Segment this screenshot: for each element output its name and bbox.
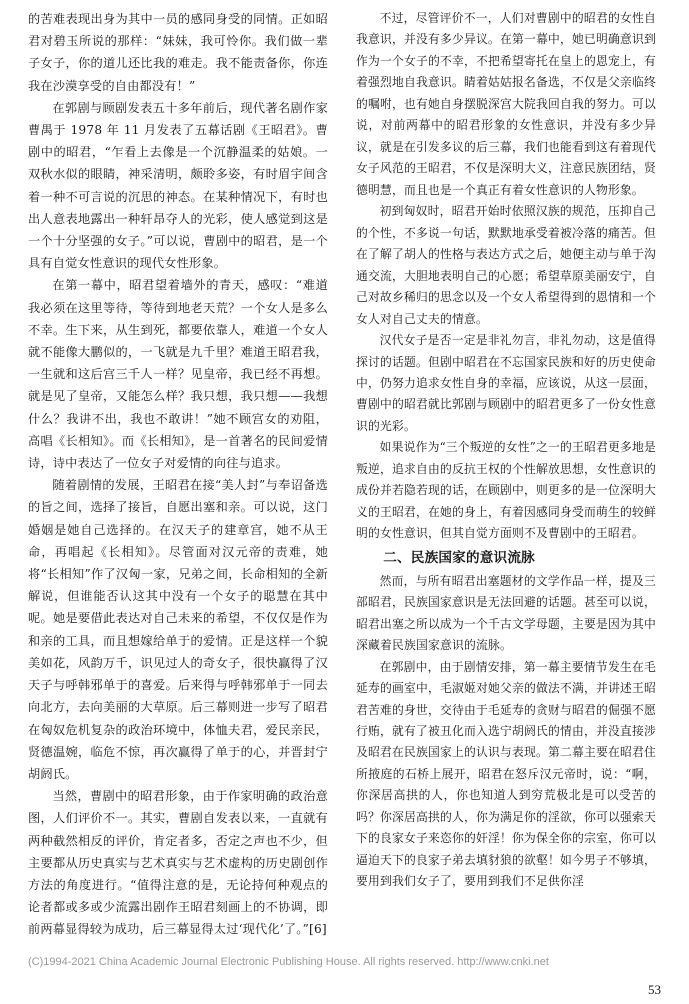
paragraph: 随着剧情的发展，王昭君在接“美人封”与奉诏备选的旨之间，选择了接旨，自愿出塞和亲。可以说，这门婚姻是她自己选择的。在汉天子的建章宫，她不从王命，再唱起《长相知》。尽管面对汉元帝的责难，她将“长相知”作了汉匈一家，兄弟之间，长命相知的全新解说，但谁能否认这其中没有一个女子的聪慧在其中呢。她是要借此表达对自己未来的希望，不仅仅是作为和亲的工具，而且想嫁给单于的爱情。正是这样一个貌美如花，风韵万千，识见过人的奇女子，很快赢得了汉天子与呼韩邪单于的喜爱。后来得与呼韩邪单于一同去向北方，去向美丽的大草原。后三幕则进一步写了昭君在匈奴危机复杂的政治环境中，体恤夫君，爱民亲民，贤德温婉，临危不惊，再次赢得了单于的心，并晋封宁胡阏氏。 bbox=[28, 478, 328, 781]
paragraph: 不过，尽管评价不一，人们对曹剧中的昭君的女性自我意识，并没有多少异议。在第一幕中，她已明确意识到作为一个女子的不幸，不把希望寄托在皇上的恩宠上，有着强烈地自我意识。睛着姑姑报名备选，不仅是父亲临终的嘱咐，也有她自身摆脱深宫大院我回自我的努力。可以说，对前两幕中的昭君形象的女性意识，并没有多少异议，就是在引发多议的后三幕，我们也能看到这有着现代女子风范的王昭君，不仅是深明大义，注意民族团结，贤德明慧，而且也是一个真正有着女性意识的人物形象。 bbox=[356, 11, 656, 197]
page-number: 53 bbox=[648, 982, 661, 997]
paragraph: 在郭剧与顾剧发表五十多年前后，现代著名剧作家曹禺于 1978 年 11 月发表了五幕话剧《王昭君》。曹剧中的昭君，“乍看上去像是一个沉静温柔的姑娘。一双秋水似的眼睛，神采清明，颇聆多姿，有时眉宇间含着一种不可言说的沉思的神态。在某种情况下，有时也出人意表地露出一种轩昂夺人的光彩，使人感觉到这是一个十分坚强的女子。”可以说，曹剧中的昭君，是一个具有自觉女性意识的现代女性形象。 bbox=[28, 100, 328, 271]
paragraph: 如果说作为“三个叛逆的女性”之一的王昭君更多地是叛逆，追求自由的反抗王权的个性解放思想，女性意识的成份并若隐若现的话，在顾剧中，则更多的是一位深明大义的王昭君，在她的身上，有着因感同身受而萌生的较鲜明的女性意识，但其自觉方面则不及曹剧中的王昭君。 bbox=[356, 440, 656, 541]
paragraph: 在第一幕中，昭君望着墙外的青天，感叹：“难道我必须在这里等待，等待到地老天荒？一个女人是多么不幸。生下来，从生到死，都要依靠人，难道一个女人就不能像大鹏似的，一飞就是九千里？难道王昭君我，一生就和这后宫三千人一样？见皇帝，我已经不再想。就是见了皇帝，又能怎么样？我只想，我只想——我想什么？我讲不出，我也不敢讲！”她不顾宫女的劝阻，高唱《长相知》。而《长相知》，是一首著名的民间爱情诗，诗中表达了一位女子对爱情的向往与追求。 bbox=[28, 278, 328, 471]
paragraph: 汉代女子是否一定是非礼勿言，非礼勿动，这是值得探讨的话题。但剧中昭君在不忘国家民族和好的历史使命中，仍努力追求女性自身的幸福，应该说，从这一层面，曹剧中的昭君就比郭剧与顾剧中的昭君更多了一份女性意识的光彩。 bbox=[356, 333, 656, 433]
section-heading: 二、民族国家的意识流脉 bbox=[383, 549, 535, 566]
copyright-watermark: (C)1994-2021 China Academic Journal Electronic Publishing House. All rights reserved. http://www.cnki.net bbox=[28, 956, 549, 968]
paragraph: 的苦难表现出身为其中一员的感同身受的同情。正如昭君对碧玉所说的那样：“妹妹，我可怜你。我们做一辈子女子，你的道儿还比我的难走。我不能责备你，你连我在沙漠享受的自由都没有！” bbox=[28, 12, 328, 93]
left-column bbox=[28, 8, 328, 941]
paragraph: 然而，与所有昭君出塞题材的文学作品一样，提及三部昭君，民族国家意识是无法回避的话题。甚至可以说，昭君出塞之所以成为一个千古文学母题，主要是因为其中深藏着民族国家意识的流脉。 bbox=[356, 573, 656, 653]
right-column bbox=[356, 8, 656, 893]
paragraph: 当然，曹剧中的昭君形象，由于作家明确的政治意图，人们评价不一。其实，曹剧自发表以来，一直就有两种截然相反的评价，肯定者多，否定之声也不少，但主要都从历史真实与艺术真实与艺术虚构的历史剧创作方法的角度进行。“值得注意的是，无论持何种观点的论者都或多或少流露出剧作王昭君刻画上的不协调，即前两幕显得较为成功，后三幕显得太过‘现代化’了。”[6] bbox=[28, 789, 328, 937]
article-page bbox=[28, 8, 664, 958]
paragraph: 初到匈奴时，昭君开始时依照汉族的规范，压抑自己的个性，不多说一句话，默默地承受着被冷落的痛苦。但在了解了胡人的性格与表达方式之后，她便主动与单于沟通交流，大胆地表明自己的心愿；希望草原美丽安宁，自己对故乡稀归的思念以及一个女人希望得到的恩情和一个女人对自己丈夫的情意。 bbox=[356, 204, 656, 326]
paragraph: 在郭剧中，由于剧情安排，第一幕主要情节发生在毛延寿的画室中，毛淑姬对她父亲的做法不满，并讲述王昭君苦难的身世，交待由于毛延寿的贪财与昭君的倔强不愿行贿，就有了被丑化而入选宁胡阏氏的情由，并没直接涉及昭君在民族国家上的认识与表现。第二幕主要在昭君住所掖庭的石桥上展开，昭君在怒斥汉元帝时，说：“啊，你深居高拱的人，你也知道人到穷荒极北是可以受苦的吗？你深居高拱的人，你为满足你的淫欲，你可以强索天下的良家女子来恣你的奸淫！你为保全你的宗室，你可以逼迫天下的良家子弟去填豺狼的欲壑！如今男子不够填，要用到我们女子了，要用到我们不足供你淫 bbox=[356, 659, 656, 889]
